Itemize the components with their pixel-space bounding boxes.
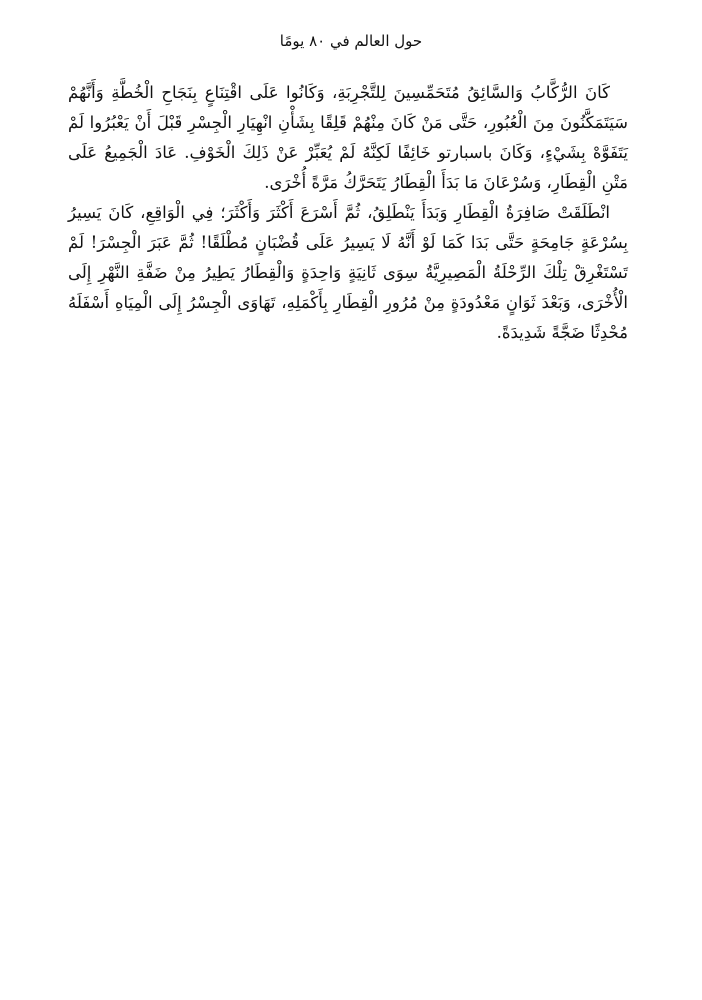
paragraph: انْطَلَقَتْ صَافِرَةُ الْقِطَارِ وَبَدَأَ يَنْطَلِقُ، ثُمَّ أَسْرَعَ أَكْثَرَ وَأَكْثَرَ؛ فِي الْوَاقِعِ، كَانَ يَسِيرُ بِسُرْعَةٍ جَامِحَةٍ حَتَّى بَدَا كَمَا لَوْ أَنَّهُ لَا يَسِيرُ عَلَى قُضْبَانٍ مُطْلَقًا! ثُمَّ عَبَرَ الْجِسْرَ! لَمْ تَسْتَغْرِقْ تِلْكَ الرِّحْلَةُ الْمَصِيرِيَّةُ سِوَى ثَانِيَةٍ وَاحِدَةٍ وَالْقِطَارُ يَطِيرُ مِنْ ضَفَّةِ النَّهْرِ إِلَى الْأُخْرَى، وَبَعْدَ ثَوَانٍ مَعْدُودَةٍ مِنْ مُرُورِ الْقِطَارِ بِأَكْمَلِهِ، تَهَاوَى الْجِسْرُ إِلَى الْمِيَاهِ أَسْفَلَهُ مُحْدِثًا ضَجَّةً شَدِيدَةً. [68, 203, 628, 342]
paragraph: كَانَ الرُّكَّابُ وَالسَّائِقُ مُتَحَمِّسِينَ لِلتَّجْرِبَةِ، وَكَانُوا عَلَى اقْتِنَاعٍ بِنَجَاحِ الْخُطَّةِ وَأَنَّهُمْ سَيَتَمَكَّنُونَ مِنَ الْعُبُورِ، حَتَّى مَنْ كَانَ مِنْهُمْ قَلِقًا بِشَأْنِ انْهِيَارِ الْجِسْرِ قَبْلَ أَنْ يَعْبُرُوا لَمْ يَتَفَوَّهْ بِشَيْءٍ، وَكَانَ باسبارتو خَائِفًا لَكِنَّهُ لَمْ يُعَبِّرْ عَنْ ذَلِكَ الْخَوْفِ. عَادَ الْجَمِيعُ عَلَى مَتْنِ الْقِطَارِ، وَسُرْعَانَ مَا بَدَأَ الْقِطَارُ يَتَحَرَّكُ مَرَّةً أُخْرَى. [68, 83, 628, 192]
running-header-title: حول العالم في ٨٠ يومًا [279, 32, 423, 50]
body-text [68, 78, 628, 348]
